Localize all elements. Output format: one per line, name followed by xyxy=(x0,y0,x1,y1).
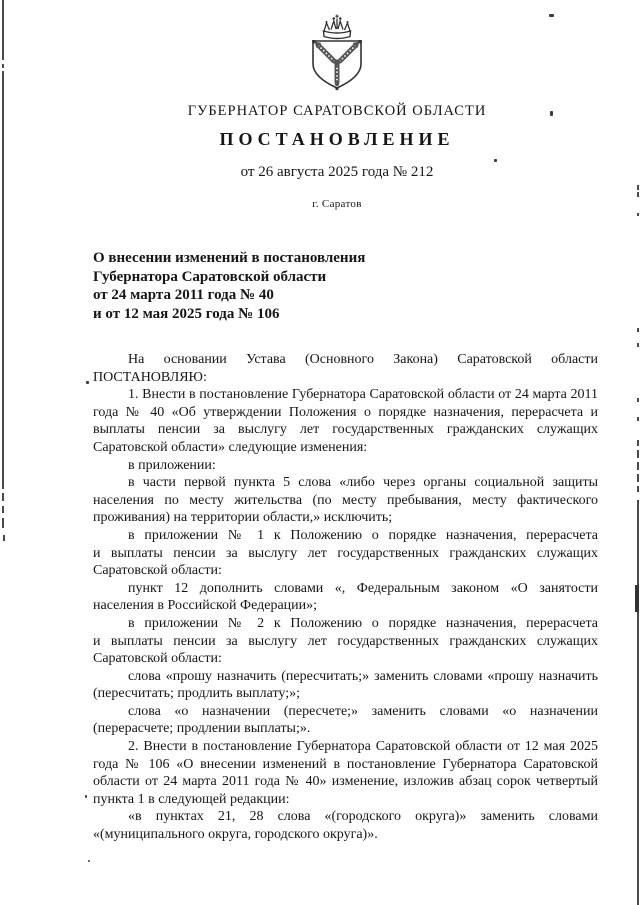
body-paragraph: в приложении № 2 к Положению о порядке назначения, перерасчета и выплаты пенсии за выслугу лет государственных гражданских служащих Саратовской области: xyxy=(93,615,598,667)
body-paragraph: 1. Внести в постановление Губернатора Саратовской области от 24 марта 2011 года № 40 «Об утверждении Положения о порядке назначения, перерасчета и выплаты пенсии за выслугу лет государственных гражданских служащих Саратовской области» следующие изменения: xyxy=(93,387,598,455)
scan-edge-line-right xyxy=(637,462,639,470)
scan-edge-line-right xyxy=(637,398,639,402)
document-title-line: и от 12 мая 2025 года № 106 xyxy=(93,305,280,322)
scan-edge-line-right xyxy=(637,500,639,905)
scan-edge-line-left xyxy=(2,506,4,513)
scan-edge-line-right xyxy=(637,343,639,347)
body-paragraph: «в пунктах 21, 28 слова «(городского округа)» заменить словами «(муниципального округа, городского округа)». xyxy=(93,809,598,843)
scan-speck xyxy=(85,795,87,798)
body-paragraph: слова «прошу назначить (пересчитать;» заменить словами «прошу назначить (пересчитать; продлить выплату;»; xyxy=(93,668,598,702)
document-type-heading: ПОСТАНОВЛЕНИЕ xyxy=(219,129,455,149)
scan-edge-line-right xyxy=(637,213,639,216)
body-paragraph: На основании Устава (Основного Закона) Саратовской области ПОСТАНОВЛЯЮ: xyxy=(93,352,598,385)
body-paragraph: пункт 12 дополнить словами «, Федеральным законом «О занятости населения в Российской Федерации»; xyxy=(93,580,598,614)
document-title-line: Губернатора Саратовской области xyxy=(93,268,327,285)
scan-edge-line-right xyxy=(637,328,639,332)
body-paragraph: в части первой пункта 5 слова «либо через органы социальной защиты населения по месту жительства (по месту пребывания, месту фактического проживания) на территории области,» исключить; xyxy=(93,475,598,526)
scan-speck xyxy=(86,381,89,384)
scan-edge-line-right xyxy=(637,192,639,197)
coat-of-arms-icon xyxy=(299,10,375,94)
body-paragraph: в приложении № 1 к Положению о порядке назначения, перерасчета и выплаты пенсии за выслугу лет государственных гражданских служащих Саратовской области: xyxy=(93,527,598,579)
scan-edge-line-left xyxy=(2,64,4,68)
scan-speck xyxy=(88,860,90,862)
document-date-number: от 26 августа 2025 года № 212 xyxy=(240,164,434,180)
scan-edge-line-right xyxy=(637,474,639,482)
scan-edge-line-left xyxy=(2,71,4,489)
document-body xyxy=(93,351,598,844)
scan-edge-line-right xyxy=(637,185,639,190)
scan-edge-line-left xyxy=(2,493,4,501)
scan-edge-line-right xyxy=(637,417,639,421)
issuing-authority: ГУБЕРНАТОР САРАТОВСКОЙ ОБЛАСТИ xyxy=(187,103,487,119)
body-paragraph: 2. Внести в постановление Губернатора Саратовской области от 12 мая 2025 года № 106 «О внесении изменений в постановление Губернатора Саратовской области от 24 марта 2011 года № 40» изменение, изложив абзац сорок четвертый пункта 1 в следующей редакции: xyxy=(93,739,598,807)
scan-edge-line-right xyxy=(635,585,639,612)
scan-edge-line-left xyxy=(2,518,4,528)
scan-edge-line-left xyxy=(3,535,5,541)
scan-edge-line-right xyxy=(637,440,639,446)
scan-edge-line-right xyxy=(637,450,639,458)
scan-edge-line-left xyxy=(2,0,4,60)
document-title-line: от 24 марта 2011 года № 40 xyxy=(93,287,274,304)
document-title xyxy=(93,249,365,323)
scan-edge-line-right xyxy=(637,486,639,492)
scan-speck xyxy=(494,159,497,162)
body-paragraph: в приложении: xyxy=(128,457,216,473)
body-paragraph: слова «о назначении (пересчете;» заменить словами «о назначении (перерасчете; продлении выплаты;». xyxy=(93,703,598,737)
scan-speck xyxy=(549,14,554,17)
document-city: г. Саратов xyxy=(312,198,362,210)
document-title-line: О внесении изменений в постановления xyxy=(93,250,366,266)
